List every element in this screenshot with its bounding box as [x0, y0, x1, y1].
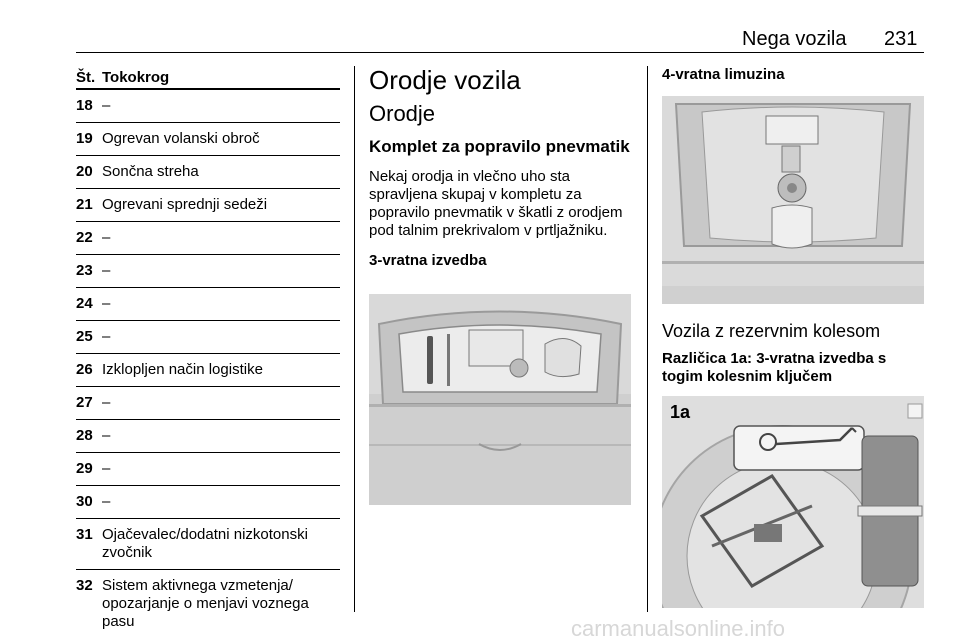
row-circuit: Ojačevalec/dodatni nizkotonski zvočnik: [102, 526, 308, 561]
row-number: 28: [76, 427, 93, 444]
table-header: [76, 66, 340, 90]
table-row: [76, 453, 340, 486]
table-row: [76, 222, 340, 255]
row-circuit: –: [102, 328, 111, 345]
row-circuit: –: [102, 262, 111, 279]
row-number: 23: [76, 262, 93, 279]
table-row: [76, 90, 340, 123]
row-number: 25: [76, 328, 93, 345]
fuse-table: [76, 66, 340, 638]
middle-column: [369, 64, 633, 270]
row-circuit: Sistem aktivnega vzmetenja/ opozarjanje o menjavi voznega pasu: [102, 577, 309, 630]
image-label-1a: 1a: [670, 402, 691, 422]
row-number: 19: [76, 130, 93, 147]
row-number: 31: [76, 526, 93, 543]
row-circuit: –: [102, 460, 111, 477]
row-circuit: Ogrevani sprednji sedeži: [102, 196, 268, 213]
column-divider-right: [647, 66, 648, 612]
photo-spare-wheel-tools: [662, 396, 924, 608]
row-number: 29: [76, 460, 93, 477]
table-row: [76, 189, 340, 222]
header-rule: [76, 52, 924, 53]
row-circuit: –: [102, 229, 111, 246]
watermark: carmanualsonline.info: [571, 616, 786, 641]
table-row: [76, 570, 340, 638]
row-number: 32: [76, 577, 93, 594]
row-circuit: –: [102, 394, 111, 411]
table-header-number: Št.: [76, 68, 96, 86]
table-row: [76, 156, 340, 189]
table-row: [76, 420, 340, 453]
image-caption-4door: 4-vratna limuzina: [662, 66, 785, 83]
table-row: [76, 354, 340, 387]
section-title: Orodje vozila: [369, 65, 521, 95]
subsection-title: Orodje: [369, 101, 436, 126]
column-divider-left: [354, 66, 355, 612]
row-circuit: Sončna streha: [102, 163, 199, 180]
table-row: [76, 123, 340, 156]
topic-title: Komplet za popravilo pnevmatik: [369, 137, 630, 156]
row-circuit: –: [102, 295, 111, 312]
page-number: 231: [884, 28, 918, 50]
spare-wheel-heading: Vozila z rezervnim kolesom: [662, 321, 881, 341]
row-number: 21: [76, 196, 93, 213]
table-row: [76, 288, 340, 321]
row-circuit: –: [102, 97, 111, 114]
row-circuit: –: [102, 493, 111, 510]
row-circuit: –: [102, 427, 111, 444]
row-number: 22: [76, 229, 93, 246]
row-circuit: Izklopljen način logistike: [102, 361, 263, 378]
photo-trunk-4door: [662, 96, 924, 304]
table-row: [76, 255, 340, 288]
table-row: [76, 486, 340, 519]
table-row: [76, 321, 340, 354]
body-paragraph: Nekaj orodja in vlečno uho sta spravljena skupaj v kompletu za popravilo pnevmatik v škatli z orodjem pod talnim prekrivalom v prtljažniku.: [369, 168, 623, 239]
table-row: [76, 387, 340, 420]
row-number: 27: [76, 394, 93, 411]
row-number: 20: [76, 163, 93, 180]
row-number: 26: [76, 361, 93, 378]
row-number: 18: [76, 97, 93, 114]
image-caption-3door: 3-vratna izvedba: [369, 252, 487, 269]
table-header-circuit: Tokokrog: [102, 68, 170, 86]
photo-trunk-3door: [369, 294, 631, 505]
row-number: 30: [76, 493, 93, 510]
table-row: [76, 519, 340, 570]
row-circuit: Ogrevan volanski obroč: [102, 130, 260, 147]
row-number: 24: [76, 295, 93, 312]
image-caption-variant-1a: Različica 1a: 3-vratna izvedba s togim kolesnim ključem: [662, 350, 887, 385]
running-header-title: Nega vozila: [742, 28, 847, 50]
